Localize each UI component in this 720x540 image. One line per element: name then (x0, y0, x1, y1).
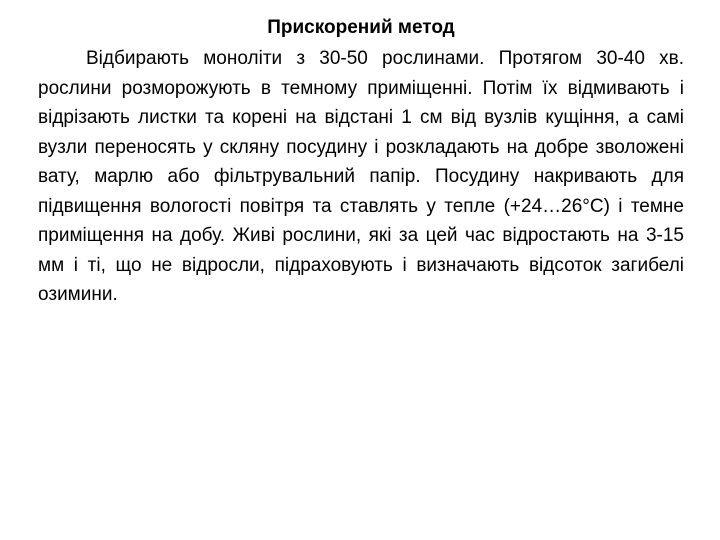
slide-content (38, 12, 684, 310)
body-paragraph: Відбирають моноліти з 30-50 рослинами. Протягом 30-40 хв. рослини розморожують в темному приміщенні. Потім їх відмивають і відрізають листки та корені на відстані 1 см від вузлів кущіння, а самі вузли переносять у скляну посудину і розкладають на добре зволожені вату, марлю або фільтрувальний папір. Посудину накривають для підвищення вологості повітря та ставлять у тепле (+24…26°С) і темне приміщення на добу. Живі рослини, які за цей час відростають на 3-15 мм і ті, що не відросли, підраховують і визначають відсоток загибелі озимини. (38, 48, 684, 305)
slide-title: Прискорений метод (267, 17, 455, 38)
